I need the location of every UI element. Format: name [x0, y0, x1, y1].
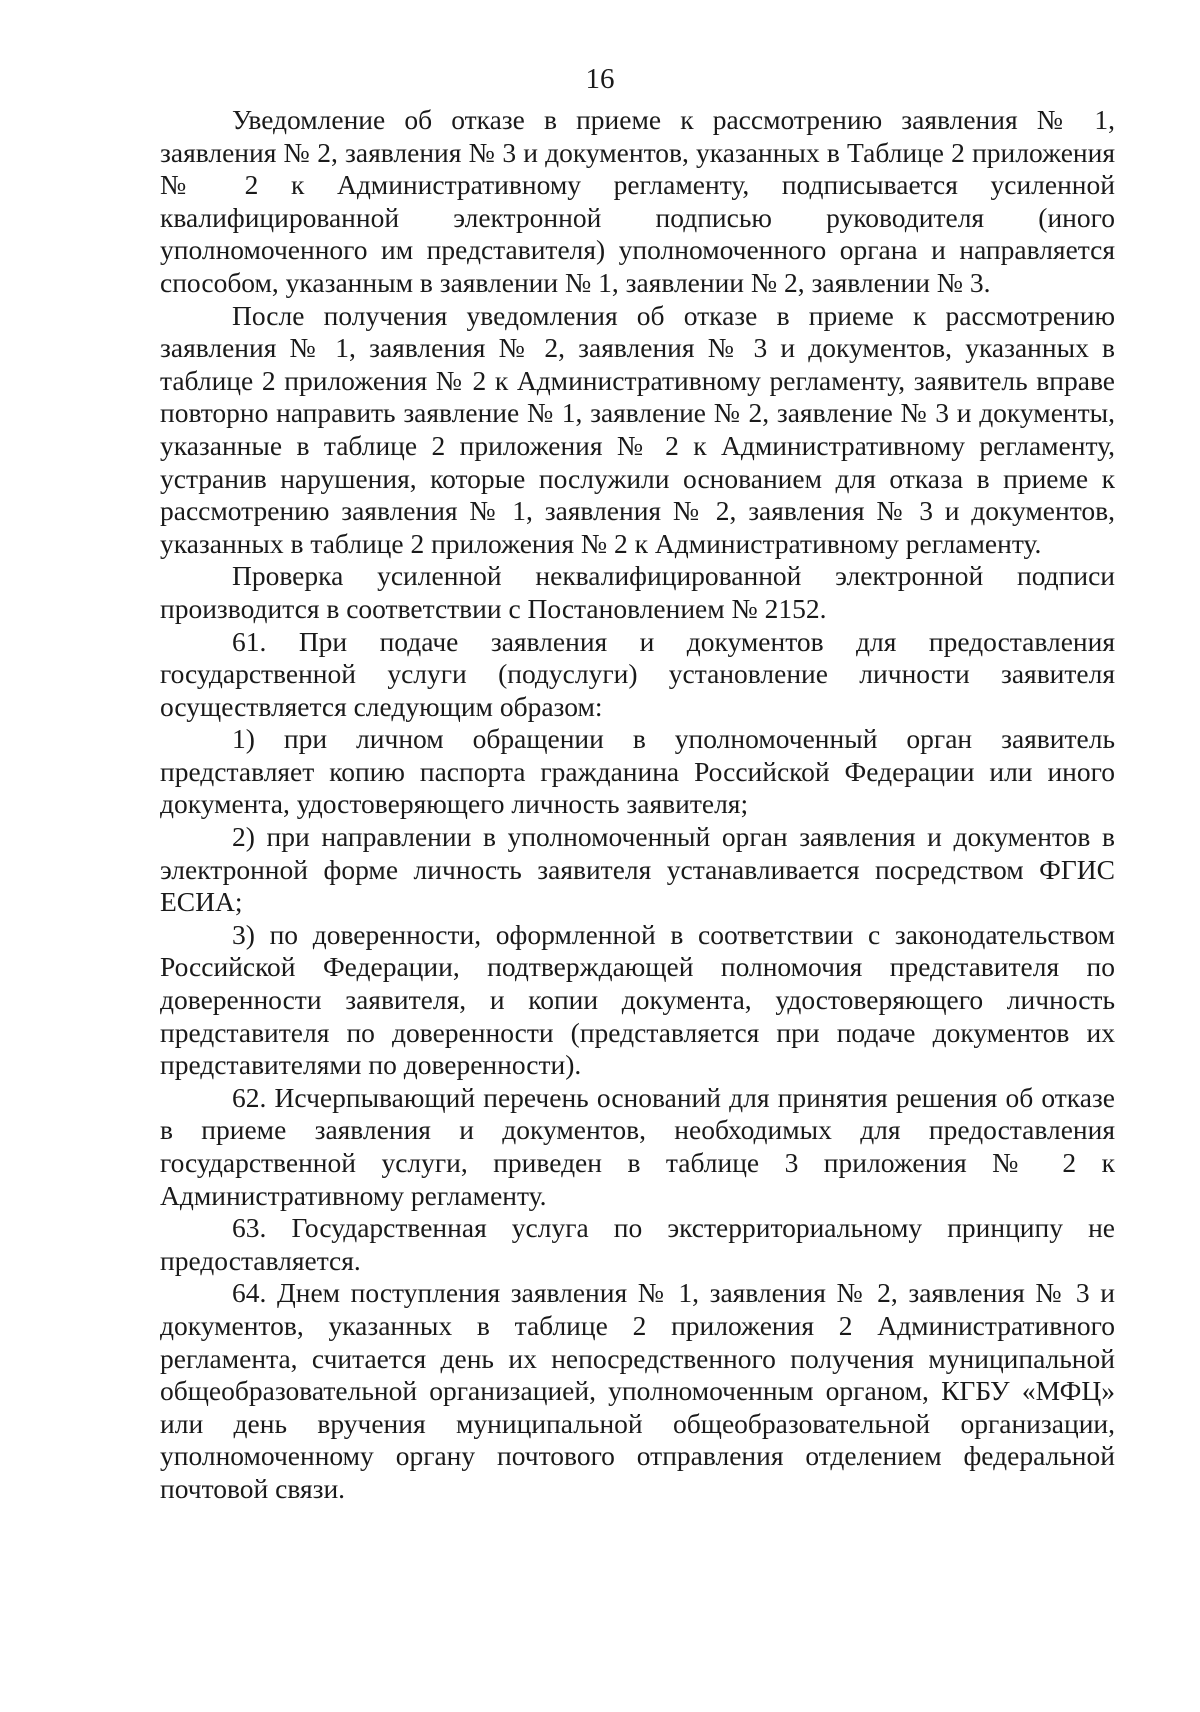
- paragraph-63: 63. Государственная услуга по экстерриториальному принципу не предоставляется.: [160, 1212, 1115, 1276]
- paragraph-rejection-notice: Уведомление об отказе в приеме к рассмотрению заявления № 1, заявления № 2, заявления № 3 и документов, указанных в Таблице 2 приложения № 2 к Административному регламенту, подписывается усиленной квалифицированной электронной подписью руководителя (иного уполномоченного им представителя) уполномоченного органа и направляется способом, указанным в заявлении № 1, заявлении № 2, заявлении № 3.: [160, 104, 1115, 298]
- paragraph-signature-check: Проверка усиленной неквалифицированной электронной подписи производится в соответствии с Постановлением № 2152.: [160, 560, 1115, 624]
- paragraph-resubmission: После получения уведомления об отказе в приеме к рассмотрению заявления № 1, заявления № 2, заявления № 3 и документов, указанных в таблице 2 приложения № 2 к Административному регламенту, заявитель вправе повторно направить заявление № 1, заявление № 2, заявление № 3 и документы, указанные в таблице 2 приложения № 2 к Административному регламенту, устранив нарушения, которые послужили основанием для отказа в приеме к рассмотрению заявления № 1, заявления № 2, заявления № 3 и документов, указанных в таблице 2 приложения № 2 к Административному регламенту.: [160, 299, 1115, 559]
- paragraph-64: 64. Днем поступления заявления № 1, заявления № 2, заявления № 3 и документов, указанных в таблице 2 приложения 2 Административного регламента, считается день их непосредственного получения муниципальной общеобразовательной организацией, уполномоченным органом, КГБУ «МФЦ» или день вручения муниципальной общеобразовательной организации, уполномоченному органу почтового отправления отделением федеральной почтовой связи.: [160, 1277, 1115, 1504]
- paragraph-61-item-1: 1) при личном обращении в уполномоченный орган заявитель представляет копию паспорта гражданина Российской Федерации или иного документа, удостоверяющего личность заявителя;: [160, 723, 1115, 820]
- document-body: [160, 104, 1115, 1506]
- paragraph-61: 61. При подаче заявления и документов для предоставления государственной услуги (подуслуги) установление личности заявителя осуществляется следующим образом:: [160, 625, 1115, 722]
- page-number: 16: [585, 63, 615, 95]
- paragraph-61-item-3: 3) по доверенности, оформленной в соответствии с законодательством Российской Федерации, подтверждающей полномочия представителя по доверенности заявителя, и копии документа, удостоверяющего личность представителя по доверенности (представляется при подаче документов их представителями по доверенности).: [160, 918, 1115, 1081]
- paragraph-62: 62. Исчерпывающий перечень оснований для принятия решения об отказе в приеме заявления и документов, необходимых для предоставления государственной услуги, приведен в таблице 3 приложения № 2 к Административному регламенту.: [160, 1081, 1115, 1211]
- paragraph-61-item-2: 2) при направлении в уполномоченный орган заявления и документов в электронной форме личность заявителя устанавливается посредством ФГИС ЕСИА;: [160, 821, 1115, 918]
